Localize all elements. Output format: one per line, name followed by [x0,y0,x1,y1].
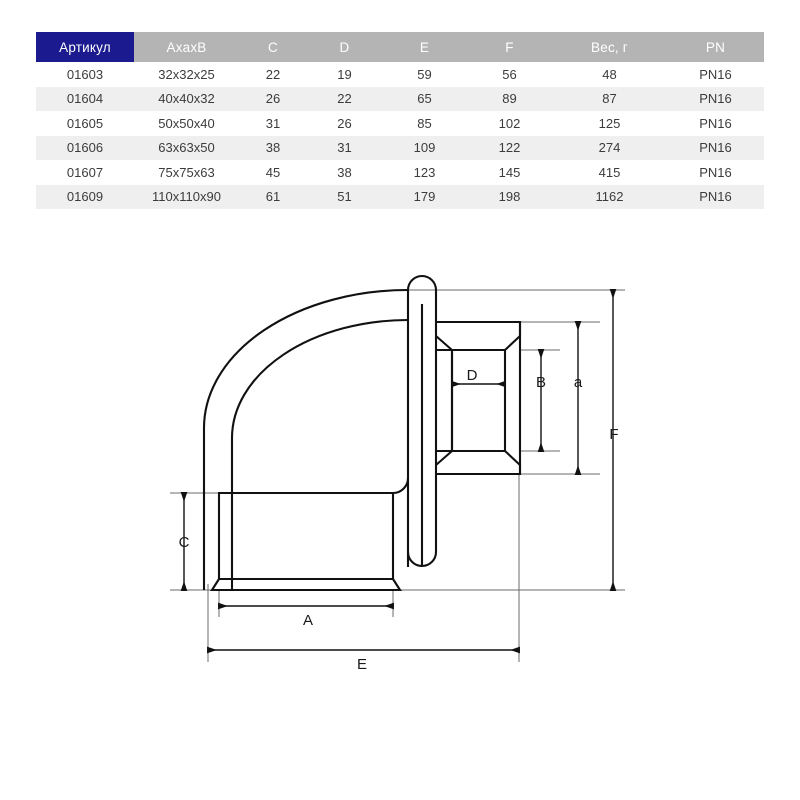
specification-table [36,32,764,209]
table-row [36,136,764,161]
cell-weight: 125 [552,111,667,136]
elbow-drawing-svg [0,232,800,732]
cell-axaxb: 50x50x40 [134,111,239,136]
column-header-d: D [307,32,382,62]
cell-f: 56 [467,62,552,87]
cell-weight: 274 [552,136,667,161]
dimension-label-d: D [466,367,478,384]
cell-article: 01604 [36,87,134,112]
cell-f: 145 [467,160,552,185]
elbow-body-outline [204,276,520,590]
cell-d: 38 [307,160,382,185]
cell-c: 38 [239,136,307,161]
cell-article: 01606 [36,136,134,161]
cell-weight: 87 [552,87,667,112]
dimension-label-e: E [356,656,368,673]
cell-axaxb: 63x63x50 [134,136,239,161]
cell-article: 01603 [36,62,134,87]
dimension-label-a-small: a [573,374,583,391]
column-header-e: E [382,32,467,62]
column-header-weight: Вес, г [552,32,667,62]
technical-drawing [0,232,800,732]
cell-pn: PN16 [667,136,764,161]
cell-weight: 48 [552,62,667,87]
cell-article: 01609 [36,185,134,210]
cell-d: 26 [307,111,382,136]
cell-f: 198 [467,185,552,210]
table-body [36,62,764,209]
cell-article: 01607 [36,160,134,185]
cell-weight: 415 [552,160,667,185]
table-row [36,185,764,210]
cell-f: 89 [467,87,552,112]
specification-table-container [36,32,764,209]
cell-e: 109 [382,136,467,161]
table-header [36,32,764,62]
cell-f: 102 [467,111,552,136]
cell-c: 31 [239,111,307,136]
cell-e: 65 [382,87,467,112]
cell-pn: PN16 [667,87,764,112]
dimension-label-c: C [178,534,190,551]
cell-f: 122 [467,136,552,161]
cell-axaxb: 32x32x25 [134,62,239,87]
cell-pn: PN16 [667,185,764,210]
table-row [36,111,764,136]
dimension-label-f: F [609,426,619,443]
cell-c: 61 [239,185,307,210]
cell-d: 19 [307,62,382,87]
column-header-f: F [467,32,552,62]
column-header-pn: PN [667,32,764,62]
cell-c: 22 [239,62,307,87]
cell-weight: 1162 [552,185,667,210]
cell-pn: PN16 [667,62,764,87]
cell-pn: PN16 [667,111,764,136]
cell-e: 123 [382,160,467,185]
table-row [36,62,764,87]
cell-pn: PN16 [667,160,764,185]
cell-axaxb: 75x75x63 [134,160,239,185]
table-row [36,160,764,185]
cell-d: 51 [307,185,382,210]
cell-e: 59 [382,62,467,87]
table-header-row [36,32,764,62]
cell-e: 85 [382,111,467,136]
cell-axaxb: 40x40x32 [134,87,239,112]
cell-d: 31 [307,136,382,161]
cell-e: 179 [382,185,467,210]
cell-article: 01605 [36,111,134,136]
dimension-label-b: B [535,374,547,391]
dimension-lines [184,290,613,650]
column-header-axaxb: AxaxB [134,32,239,62]
cell-d: 22 [307,87,382,112]
column-header-article: Артикул [36,32,134,62]
cell-c: 45 [239,160,307,185]
table-row [36,87,764,112]
dimension-label-a-width: A [302,612,314,629]
cell-c: 26 [239,87,307,112]
cell-axaxb: 110x110x90 [134,185,239,210]
column-header-c: C [239,32,307,62]
